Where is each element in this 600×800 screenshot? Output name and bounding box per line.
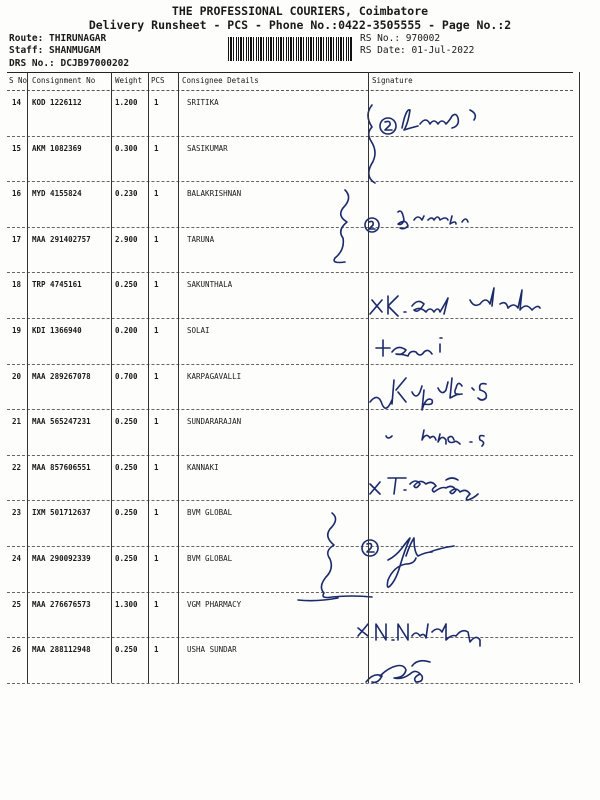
row-sno: 19 xyxy=(12,326,22,335)
column-divider xyxy=(368,72,369,683)
row-sno: 20 xyxy=(12,371,22,381)
row-weight: 1.200 xyxy=(115,98,138,107)
row-consignee: USHA SUNDAR xyxy=(187,645,237,655)
row-weight: 0.250 xyxy=(115,554,138,563)
row-pcs: 1 xyxy=(154,417,159,427)
row-weight: 2.900 xyxy=(115,234,138,244)
row-consignee: SRITIKA xyxy=(187,98,219,107)
row-sno: 23 xyxy=(12,508,22,518)
row-pcs: 1 xyxy=(154,189,159,199)
row-consignee: BVM GLOBAL xyxy=(187,508,233,518)
row-consignment-no: MAA 276676573 xyxy=(32,599,91,609)
row-weight: 1.300 xyxy=(115,599,138,609)
row-pcs: 1 xyxy=(154,280,159,290)
row-consignment-no: KDI 1366940 xyxy=(32,326,82,335)
row-consignment-no: MYD 4155824 xyxy=(32,189,82,199)
column-divider xyxy=(178,72,179,683)
row-pcs: 1 xyxy=(154,508,159,518)
row-consignee: KANNAKI xyxy=(187,462,219,472)
row-consignment-no: MAA 291402757 xyxy=(32,234,91,244)
row-sno: 22 xyxy=(12,462,22,472)
row-sno: 16 xyxy=(12,189,22,199)
row-pcs: 1 xyxy=(154,599,159,609)
row-sno: 25 xyxy=(12,599,22,609)
table-border-right xyxy=(579,72,580,683)
row-pcs: 1 xyxy=(154,371,159,381)
row-pcs: 1 xyxy=(154,326,159,335)
row-sno: 26 xyxy=(12,645,22,655)
col-pcs: PCS xyxy=(151,76,165,85)
route-label: Route: THIRUNAGAR xyxy=(9,33,107,44)
col-signature: Signature xyxy=(372,76,413,85)
company-title: THE PROFESSIONAL COURIERS, Coimbatore xyxy=(171,4,429,18)
row-consignment-no: MAA 288112948 xyxy=(32,645,91,655)
row-consignment-no: KOD 1226112 xyxy=(32,98,82,107)
row-weight: 0.250 xyxy=(115,645,138,655)
row-pcs: 1 xyxy=(154,143,159,153)
bracket-mark-3 xyxy=(321,513,372,598)
row-weight: 0.200 xyxy=(115,326,138,335)
col-weight: Weight xyxy=(115,76,143,85)
row-weight: 0.700 xyxy=(115,371,138,381)
row-weight: 0.300 xyxy=(115,143,138,153)
row-sno: 17 xyxy=(12,234,22,244)
row-sno: 24 xyxy=(12,554,22,563)
row-weight: 0.250 xyxy=(115,417,138,427)
row-sno: 18 xyxy=(12,280,22,290)
row-consignee: KARPAGAVALLI xyxy=(187,371,242,381)
bracket-mark-2 xyxy=(334,190,348,263)
row-consignee: SAKUNTHALA xyxy=(187,280,233,290)
row-consignee: SOLAI xyxy=(187,326,210,335)
column-divider xyxy=(27,72,28,683)
row-sno: 21 xyxy=(12,417,22,427)
row-sno: 14 xyxy=(12,98,22,107)
row-sno: 15 xyxy=(12,143,22,153)
bracket-mark xyxy=(368,105,375,183)
row-consignee: BVM GLOBAL xyxy=(187,554,233,563)
row-consignment-no: IXM 501712637 xyxy=(32,508,91,518)
staff-label: Staff: SHANMUGAM xyxy=(9,45,101,56)
row-weight: 0.230 xyxy=(115,189,138,199)
row-consignee: SASIKUMAR xyxy=(187,143,228,153)
row-pcs: 1 xyxy=(154,234,159,244)
col-sno: S No xyxy=(9,76,28,85)
column-divider xyxy=(148,72,149,683)
rs-date: RS Date: 01-Jul-2022 xyxy=(360,45,475,56)
row-consignee: BALAKRISHNAN xyxy=(187,189,242,199)
row-pcs: 1 xyxy=(154,645,159,655)
row-pcs: 1 xyxy=(154,462,159,472)
rs-number: RS No.: 970002 xyxy=(360,33,441,44)
runsheet-title: Delivery Runsheet - PCS - Phone No.:0422-3505555 - Page No.:2 xyxy=(88,18,512,32)
drs-label: DRS No.: DCJB97000202 xyxy=(9,58,130,69)
row-consignee: SUNDARARAJAN xyxy=(187,417,242,427)
row-consignee: VGM PHARMACY xyxy=(187,599,242,609)
row-consignment-no: MAA 290092339 xyxy=(32,554,91,563)
row-consignment-no: MAA 289267078 xyxy=(32,371,91,381)
row-consignment-no: MAA 857606551 xyxy=(32,462,91,472)
row-pcs: 1 xyxy=(154,554,159,563)
row-weight: 0.250 xyxy=(115,280,138,290)
row-consignee: TARUNA xyxy=(187,234,215,244)
row-weight: 0.250 xyxy=(115,462,138,472)
row-consignment-no: TRP 4745161 xyxy=(32,280,82,290)
column-divider xyxy=(111,72,112,683)
col-consignment: Consignment No xyxy=(32,76,96,85)
row-pcs: 1 xyxy=(154,98,159,107)
col-consignee: Consignee Details xyxy=(182,76,259,85)
row-consignment-no: MAA 565247231 xyxy=(32,417,91,427)
row-weight: 0.250 xyxy=(115,508,138,518)
row-consignment-no: AKM 1082369 xyxy=(32,143,82,153)
